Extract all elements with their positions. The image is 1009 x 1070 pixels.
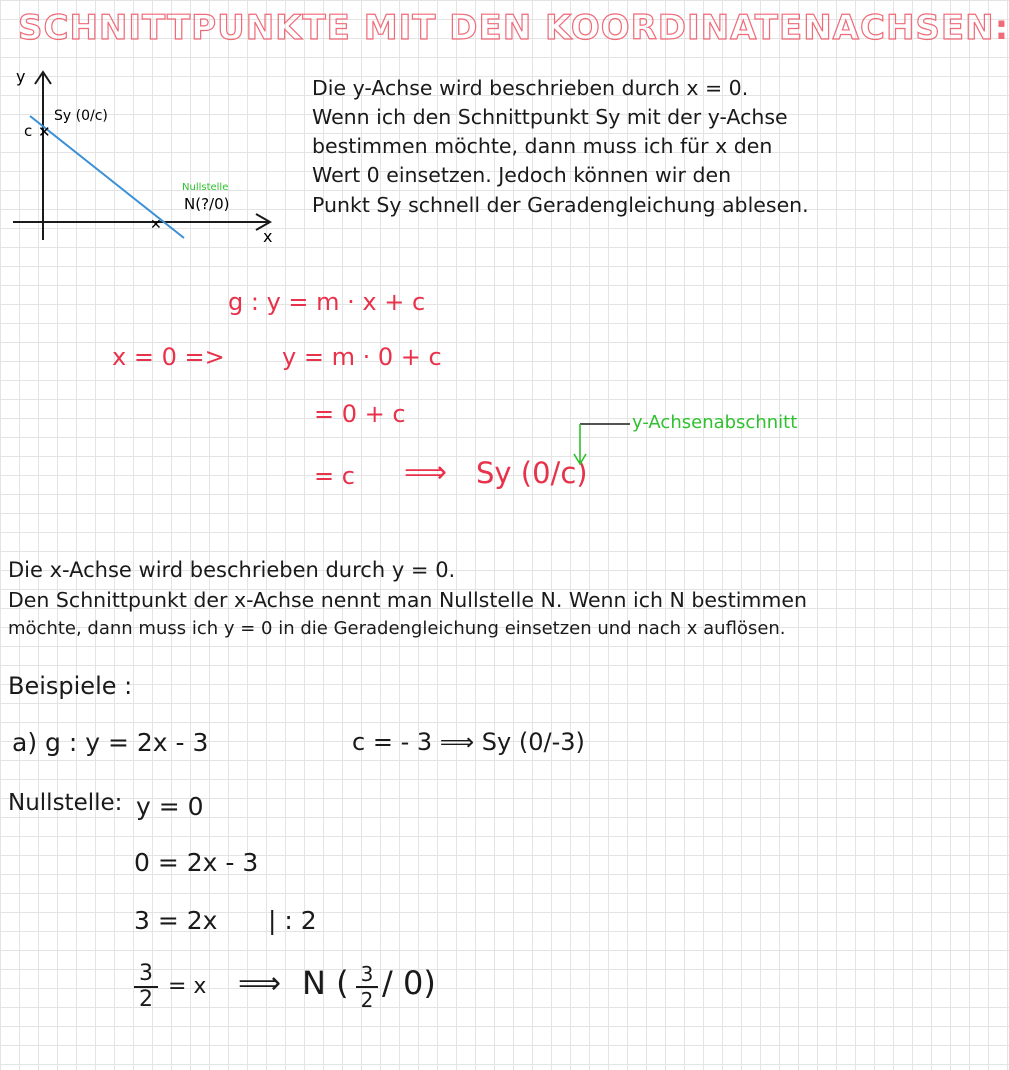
- para1-line-4: Wert 0 einsetzen. Jedoch können wir den: [312, 163, 732, 187]
- nullstelle-result-suffix: / 0): [382, 964, 436, 1002]
- nullstelle-label: Nullstelle:: [8, 790, 123, 816]
- derivation-line-3: = 0 + c: [314, 400, 406, 428]
- para2-line-1: Die x-Achse wird beschrieben durch y = 0.: [8, 558, 456, 582]
- n-label: N(?/0): [184, 195, 230, 213]
- solve-step-1: 0 = 2x - 3: [134, 848, 259, 877]
- x-axis-label: x: [263, 227, 273, 246]
- annotation-pointer: [570, 418, 640, 470]
- derivation-line-2-left: x = 0 =>: [112, 343, 225, 371]
- sy-result: Sy (0/c): [476, 456, 588, 490]
- solve-arrow: ⟹: [238, 966, 282, 1001]
- fraction-three-halves: [134, 962, 158, 1012]
- para1-line-5: Punkt Sy schnell der Geradengleichung ablesen.: [312, 193, 809, 217]
- derivation-line-1: g : y = m · x + c: [228, 288, 426, 316]
- para2-line-2: Den Schnittpunkt der x-Achse nennt man Nullstelle N. Wenn ich N bestimmen: [8, 588, 807, 612]
- derivation-line-2-right: y = m · 0 + c: [282, 343, 442, 371]
- solve-step-2-operation: | : 2: [268, 906, 317, 935]
- para1-line-2: Wenn ich den Schnittpunkt Sy mit der y-Achse: [312, 105, 788, 129]
- fraction-denominator: 2: [134, 986, 158, 1012]
- fraction-numerator: 3: [139, 961, 153, 986]
- solve-step-3: = x: [168, 974, 207, 999]
- coordinate-graph: [8, 62, 298, 252]
- examples-heading: Beispiele :: [8, 672, 133, 700]
- nullstelle-word: Nullstelle: [182, 182, 229, 193]
- sy-label: Sy (0/c): [54, 108, 108, 124]
- y-axis-label: y: [16, 67, 26, 86]
- result-fraction-numerator: 3: [360, 962, 374, 986]
- para2-line-3: möchte, dann muss ich y = 0 in die Geradengleichung einsetzen und nach x auflösen.: [8, 618, 786, 639]
- solve-step-2: 3 = 2x: [134, 906, 218, 935]
- derivation-line-4-left: = c: [314, 462, 355, 490]
- nullstelle-condition: y = 0: [136, 792, 204, 821]
- y-achsenabschnitt-annotation: y-Achsenabschnitt: [632, 412, 798, 433]
- para1-line-1: Die y-Achse wird beschrieben durch x = 0.: [312, 76, 749, 100]
- nullstelle-result-prefix: N (: [302, 964, 349, 1002]
- page-title: SCHNITTPUNKTE MIT DEN KOORDINATENACHSEN:: [18, 8, 1009, 48]
- para1-line-3: bestimmen möchte, dann muss ich für x den: [312, 134, 773, 158]
- derivation-arrow: ⟹: [404, 455, 448, 490]
- c-label: c: [24, 122, 33, 140]
- n-marker: ✕: [150, 216, 162, 232]
- c-marker: ✕: [38, 124, 51, 141]
- result-fraction-denominator: 2: [356, 986, 378, 1012]
- example-a-equation: a) g : y = 2x - 3: [12, 728, 209, 757]
- nullstelle-result-fraction: [356, 962, 378, 1012]
- example-a-sy: c = - 3 ⟹ Sy (0/-3): [352, 728, 585, 756]
